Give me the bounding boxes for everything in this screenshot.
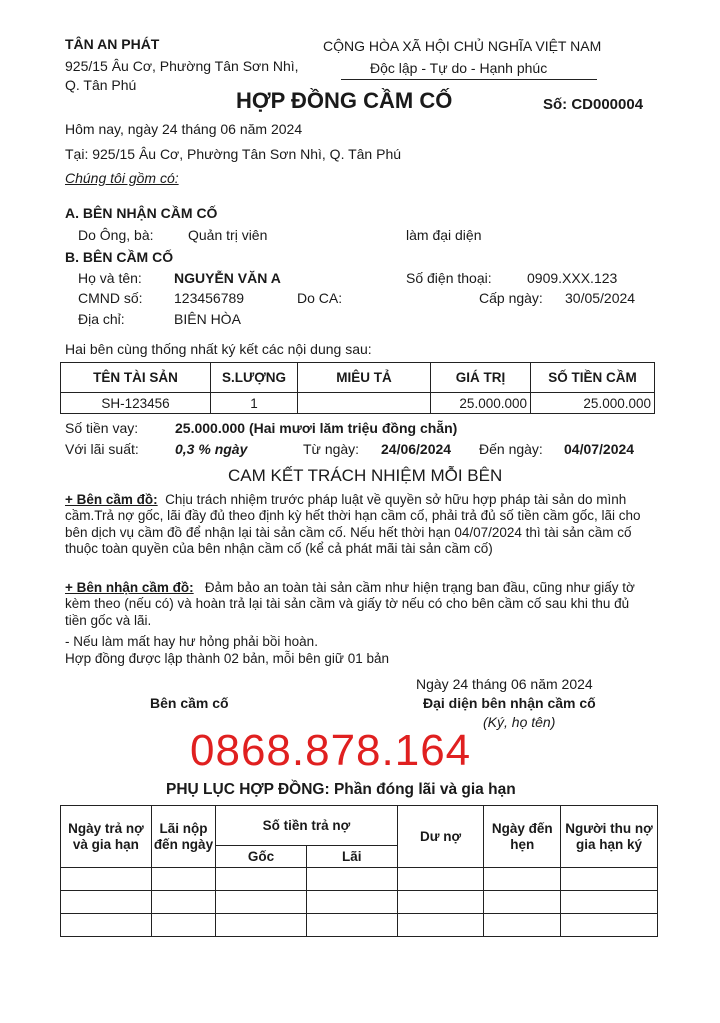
party-b-name-value: NGUYỄN VĂN A	[174, 270, 281, 286]
contract-title: HỢP ĐỒNG CẦM CỐ	[236, 88, 453, 113]
pledgee-text: Đảm bảo an toàn tài sản cầm như hiện trạng ban đầu, cũng như giấy tờ kèm theo (nếu có) và hoàn trả lại tài sản cầm và giấy tờ nếu có cho bên cầm cố sau khi thu đủ tiền gốc và lãi.	[65, 580, 635, 628]
asset-table	[60, 362, 655, 414]
asset-header-desc: MIÊU TẢ	[298, 363, 431, 393]
loan-from-value: 24/06/2024	[381, 441, 452, 457]
appendix-header-amount: Số tiền trả nợ	[216, 806, 398, 846]
pledgee-signature-label: Đại diện bên nhận cầm cố	[423, 695, 596, 711]
party-b-id-label: CMND số:	[78, 290, 143, 306]
loan-from-label: Từ ngày:	[303, 441, 360, 457]
party-b-phone-value: 0909.XXX.123	[527, 270, 618, 286]
parties-intro: Chúng tôi gồm có:	[65, 170, 179, 186]
party-a-heading: A. BÊN NHẬN CẦM CỐ	[65, 205, 218, 221]
appendix-row	[61, 891, 658, 914]
pledgee-paragraph	[65, 580, 650, 629]
appendix-header-interest-to: Lãi nộp đến ngày	[151, 806, 215, 868]
party-b-issue-date-value: 30/05/2024	[565, 290, 636, 306]
commitment-title: CAM KẾT TRÁCH NHIỆM MỖI BÊN	[228, 466, 503, 485]
party-b-name-label: Họ và tên:	[78, 270, 142, 286]
appendix-title: PHỤ LỤC HỢP ĐỒNG: Phần đóng lãi và gia hạn	[166, 781, 516, 798]
party-b-heading: B. BÊN CẦM CỐ	[65, 249, 174, 265]
appendix-row	[61, 914, 658, 937]
party-a-rep-role: làm đại diện	[406, 227, 482, 243]
pledgee-label: + Bên nhận cầm đồ:	[65, 580, 194, 595]
pledgor-label: + Bên cầm đồ:	[65, 492, 158, 507]
place-line: Tại: 925/15 Âu Cơ, Phường Tân Sơn Nhì, Q. Tân Phú	[65, 146, 402, 162]
appendix-row	[61, 868, 658, 891]
signature-date: Ngày 24 tháng 06 năm 2024	[416, 676, 593, 692]
company-address-line1: 925/15 Âu Cơ, Phường Tân Sơn Nhì,	[65, 58, 299, 74]
appendix-header-paid-date: Ngày trả nợ và gia hạn	[61, 806, 152, 868]
party-a-rep-value: Quản trị viên	[188, 227, 268, 243]
national-motto: Độc lập - Tự do - Hạnh phúc	[370, 60, 548, 76]
asset-header-name: TÊN TÀI SẢN	[61, 363, 211, 393]
party-b-issue-date-label: Cấp ngày:	[479, 290, 543, 306]
asset-header-value: GIÁ TRỊ	[431, 363, 531, 393]
asset-cell-value: 25.000.000	[431, 393, 531, 414]
copies-clause: Hợp đồng được lập thành 02 bản, mỗi bên giữ 01 bản	[65, 651, 389, 666]
party-b-address-label: Địa chỉ:	[78, 311, 125, 327]
company-name: TÂN AN PHÁT	[65, 36, 160, 52]
appendix-header-balance: Dư nợ	[397, 806, 484, 868]
appendix-table	[60, 805, 658, 937]
loan-rate-value: 0,3 % ngày	[175, 441, 248, 457]
overlay-phone-number: 0868.878.164	[190, 726, 472, 775]
loan-to-label: Đến ngày:	[479, 441, 543, 457]
damage-clause: - Nếu làm mất hay hư hỏng phải bồi hoàn.	[65, 634, 318, 649]
asset-cell-qty: 1	[211, 393, 298, 414]
appendix-header-due-date: Ngày đến hẹn	[484, 806, 561, 868]
party-b-phone-label: Số điện thoại:	[406, 270, 492, 286]
asset-cell-desc	[298, 393, 431, 414]
asset-header-pledge-amount: SỐ TIỀN CẦM	[531, 363, 655, 393]
national-title: CỘNG HÒA XÃ HỘI CHỦ NGHĨA VIỆT NAM	[323, 38, 602, 54]
motto-underline	[341, 79, 597, 80]
date-line: Hôm nay, ngày 24 tháng 06 năm 2024	[65, 121, 303, 137]
loan-to-value: 04/07/2024	[564, 441, 635, 457]
loan-amount-label: Số tiền vay:	[65, 420, 139, 436]
appendix-header-collector: Người thu nợ gia hạn ký	[560, 806, 657, 868]
party-b-address-value: BIÊN HÒA	[174, 311, 241, 327]
party-b-issuer-label: Do CA:	[297, 290, 343, 306]
asset-cell-pledge-amount: 25.000.000	[531, 393, 655, 414]
party-a-rep-label: Do Ông, bà:	[78, 227, 154, 243]
party-b-id-value: 123456789	[174, 290, 245, 306]
pledgor-text: Chịu trách nhiệm trước pháp luật về quyền sở hữu hợp pháp tài sản do mình cầm.Trả nợ gốc, lãi đầy đủ theo định kỳ hết thời hạn cầm cố, phải trả đủ số tiền cầm gốc, lãi cho bên dịch vụ cầm đồ để nhận lại tài sản cầm cố. Nếu hết thời hạn 04/07/2024 thì tài sản cầm cố thuộc toàn quyền của bên nhận cầm cố (kể cả phát mãi tài sản cầm cố)	[65, 492, 641, 557]
sign-note: (Ký, họ tên)	[483, 714, 556, 730]
pledgor-paragraph	[65, 492, 650, 558]
loan-amount-value: 25.000.000 (Hai mươi lăm triệu đồng chẵn)	[175, 420, 458, 436]
loan-rate-label: Với lãi suất:	[65, 441, 139, 457]
appendix-header-principal: Gốc	[216, 846, 307, 868]
appendix-header-interest-amount: Lãi	[306, 846, 397, 868]
company-address-line2: Q. Tân Phú	[65, 77, 137, 93]
pledgor-signature-label: Bên cầm cố	[150, 695, 229, 711]
contract-number: Số: CD000004	[543, 96, 644, 113]
asset-cell-name: SH-123456	[61, 393, 211, 414]
asset-header-qty: S.LƯỢNG	[211, 363, 298, 393]
agreement-intro: Hai bên cùng thống nhất ký kết các nội dung sau:	[65, 341, 372, 357]
